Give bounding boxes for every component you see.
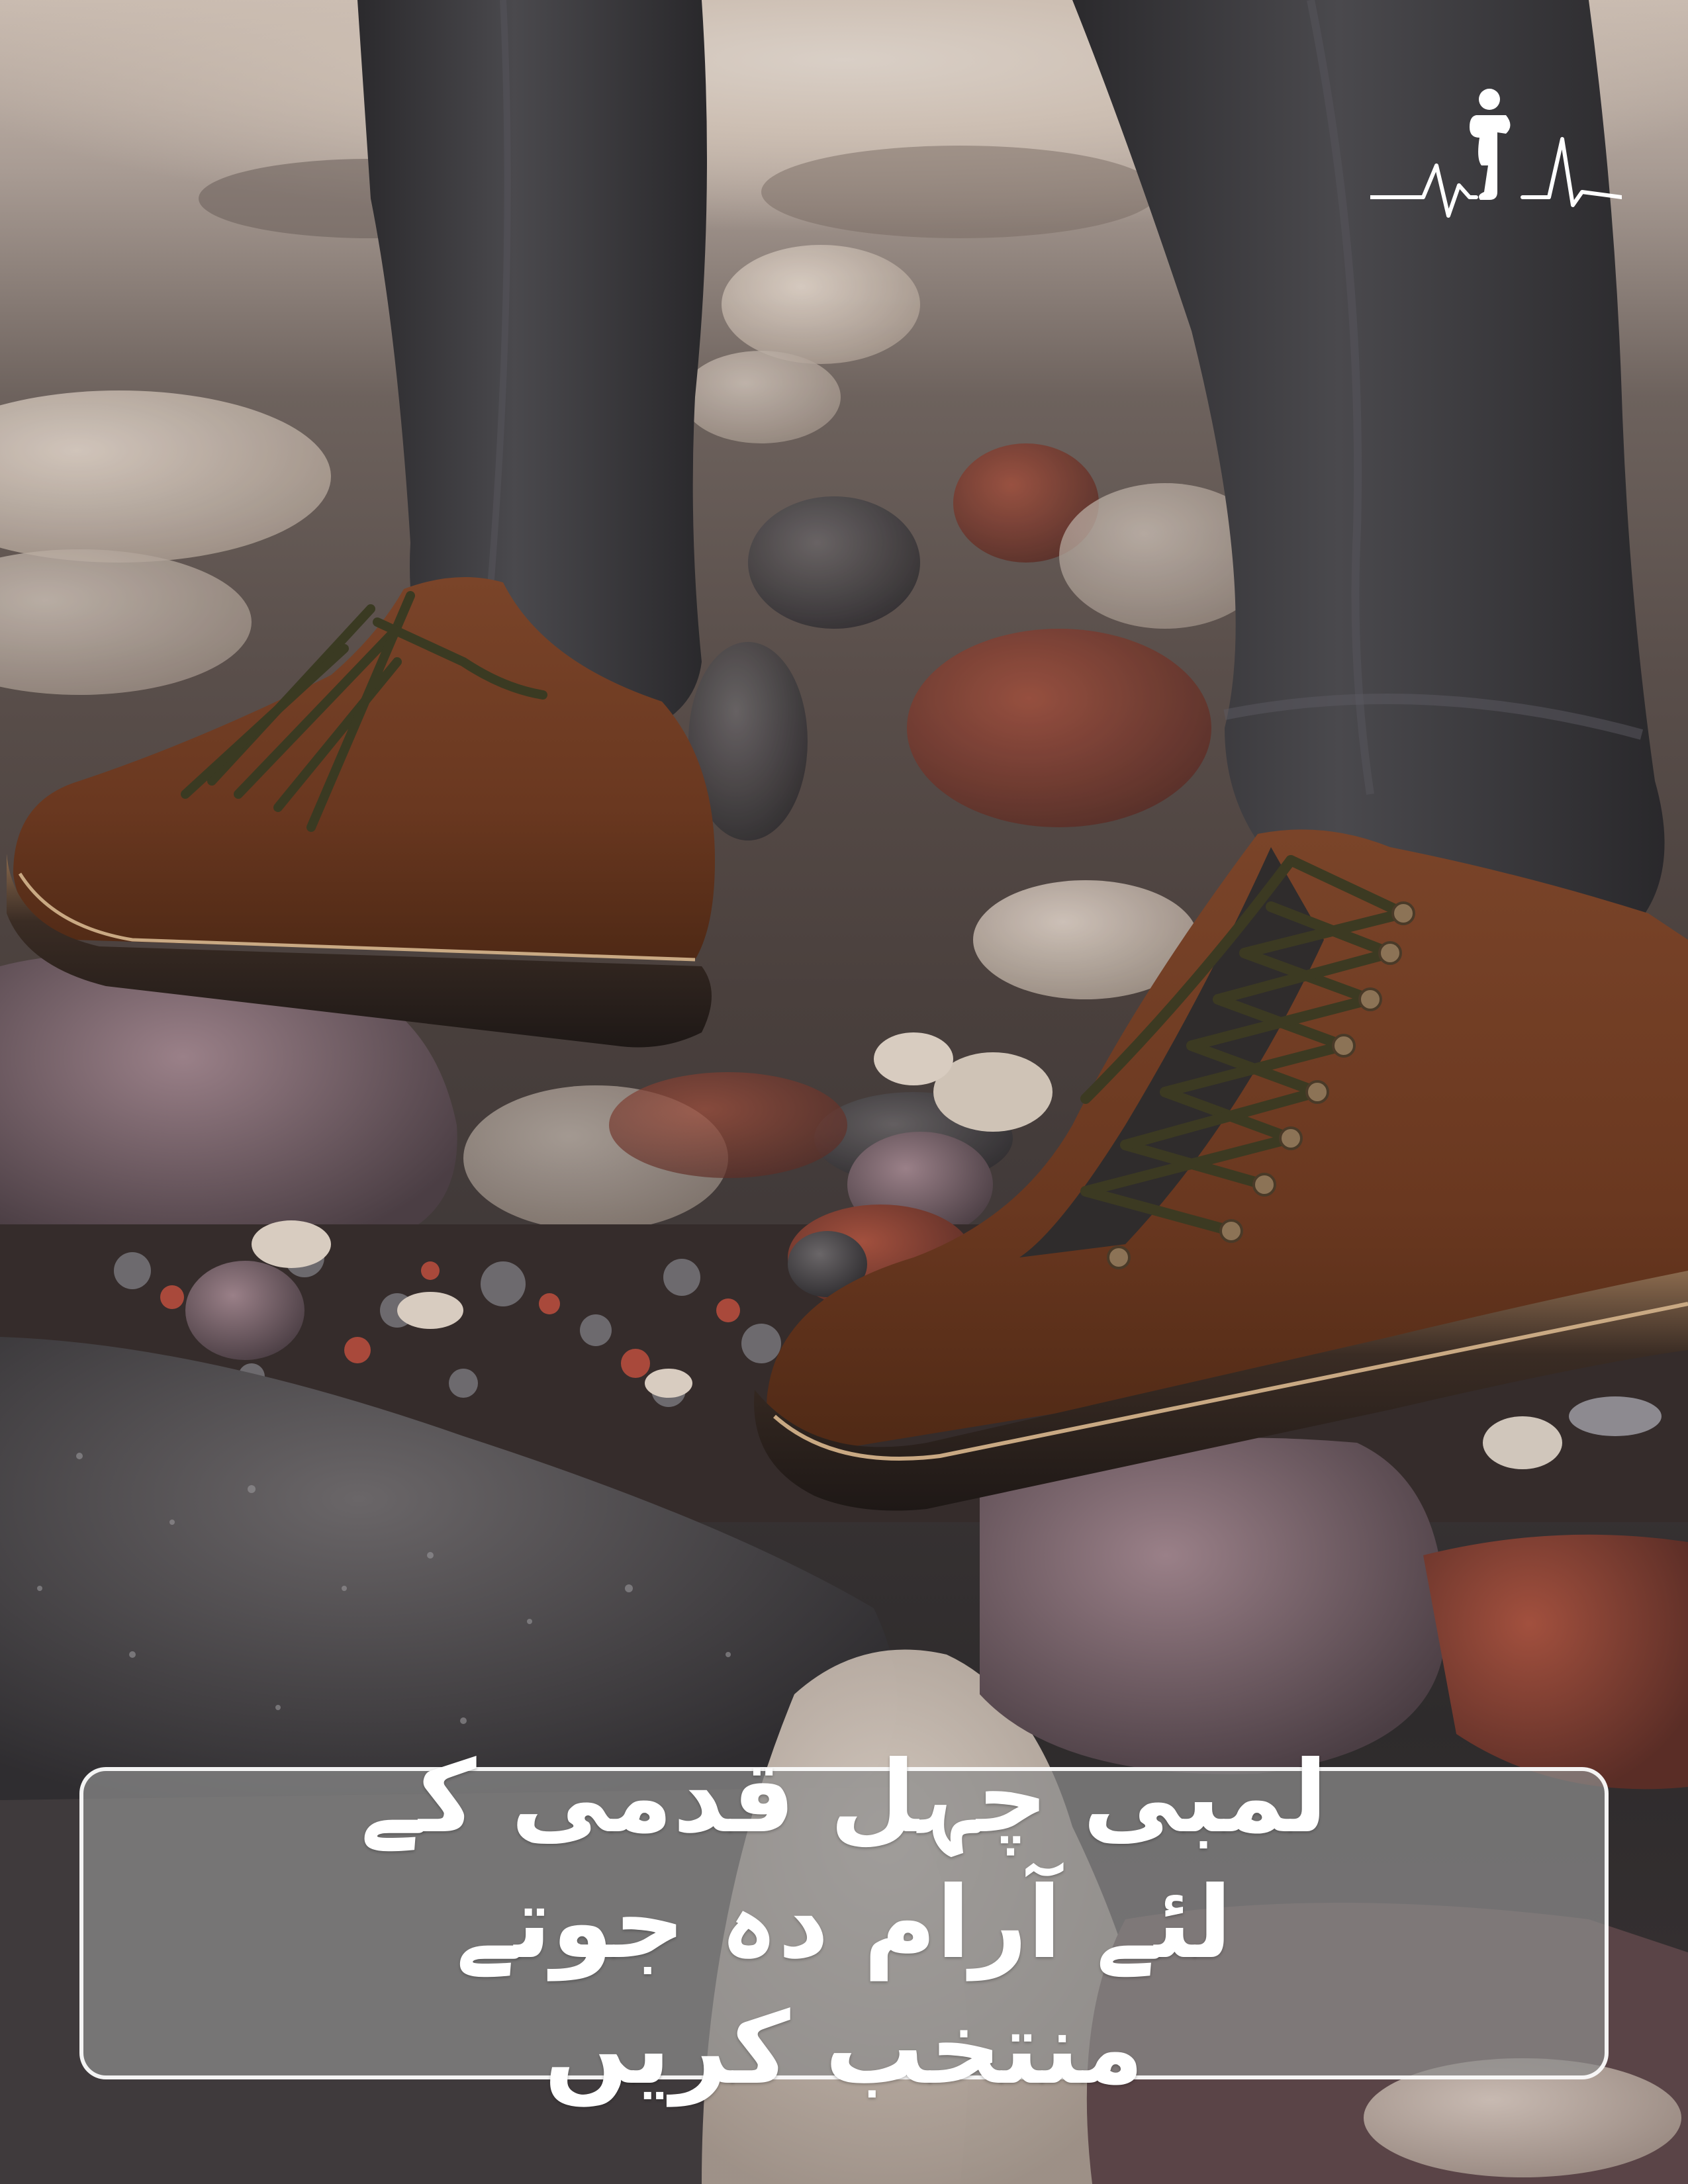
brand-logo [1370,86,1622,218]
person-heartbeat-icon [1370,86,1622,218]
caption-text: لمبی چہل قدمی کے لئے آرام دہ جوتے منتخب کریں [360,1740,1328,2107]
caption-panel [79,1740,1609,2107]
